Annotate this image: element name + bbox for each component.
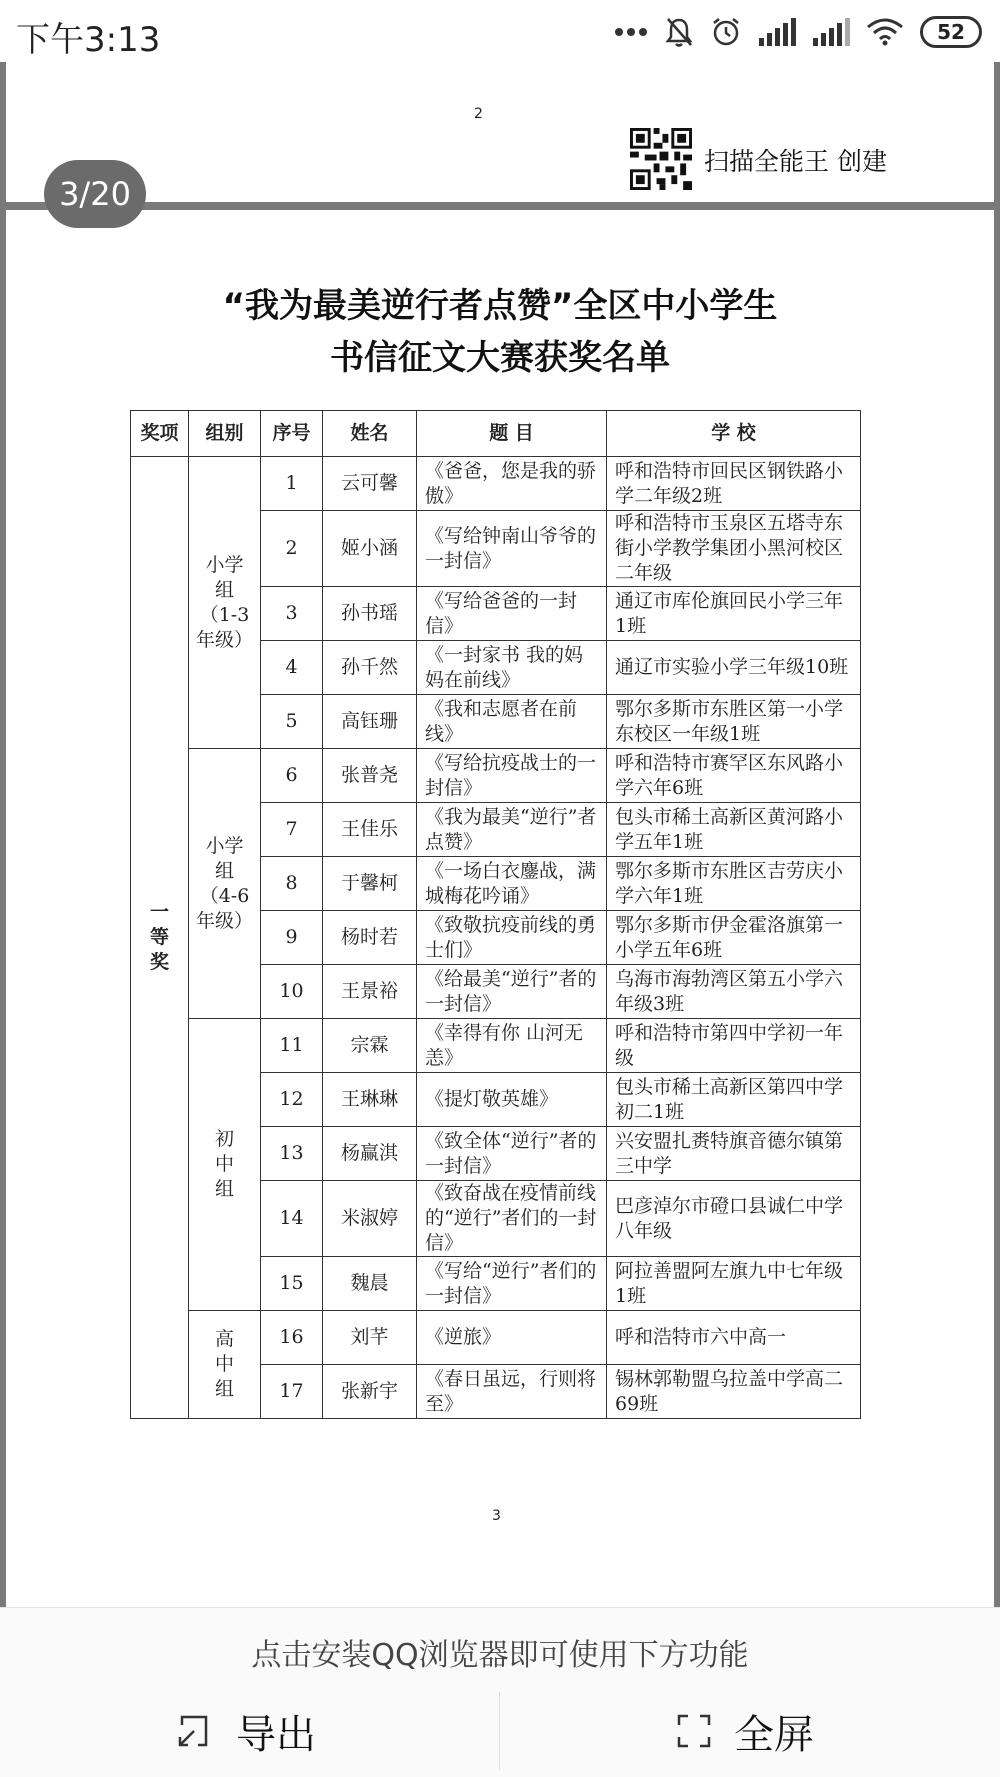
row-title: 《春日虽远，行则将至》 (417, 1365, 607, 1419)
row-school: 包头市稀土高新区第四中学初二1班 (607, 1073, 861, 1127)
table-row (131, 1019, 861, 1073)
row-number: 1 (261, 457, 323, 511)
row-title: 《写给钟南山爷爷的一封信》 (417, 511, 607, 587)
row-number: 4 (261, 641, 323, 695)
fullscreen-icon (676, 1713, 712, 1749)
row-name: 于馨柯 (323, 857, 417, 911)
status-bar (0, 0, 1000, 62)
group-cell (189, 749, 261, 1019)
row-name: 宗霖 (323, 1019, 417, 1073)
group-line: （4-6 (199, 884, 250, 907)
row-name: 张新宇 (323, 1365, 417, 1419)
row-name: 王景裕 (323, 965, 417, 1019)
row-name: 孙书瑶 (323, 587, 417, 641)
row-title: 《致敬抗疫前线的勇士们》 (417, 911, 607, 965)
row-title: 《致奋战在疫情前线的“逆行”者们的一封信》 (417, 1181, 607, 1257)
row-school: 兴安盟扎赉特旗音德尔镇第三中学 (607, 1127, 861, 1181)
group-line: 中 (214, 1353, 234, 1375)
row-name: 王琳琳 (323, 1073, 417, 1127)
row-number: 15 (261, 1257, 323, 1311)
row-school: 鄂尔多斯市东胜区吉劳庆小学六年1班 (607, 857, 861, 911)
row-title: 《致全体“逆行”者的一封信》 (417, 1127, 607, 1181)
export-button[interactable] (174, 1692, 316, 1770)
group-line: 组 (214, 578, 234, 601)
wifi-icon (866, 18, 904, 46)
fullscreen-label: 全屏 (734, 1711, 814, 1758)
row-title: 《我为最美“逆行”者点赞》 (417, 803, 607, 857)
header-name: 姓名 (323, 411, 417, 457)
row-school: 乌海市海勃湾区第五小学六年级3班 (607, 965, 861, 1019)
row-school: 鄂尔多斯市伊金霍洛旗第一小学五年6班 (607, 911, 861, 965)
row-number: 16 (261, 1311, 323, 1365)
previous-page-number: 2 (474, 106, 483, 122)
row-school: 锡林郭勒盟乌拉盖中学高二69班 (607, 1365, 861, 1419)
row-name: 张普尧 (323, 749, 417, 803)
group-line: 组 (214, 1378, 234, 1400)
previous-page (6, 62, 994, 202)
row-name: 刘芊 (323, 1311, 417, 1365)
fullscreen-button[interactable] (676, 1692, 814, 1770)
row-name: 杨赢淇 (323, 1127, 417, 1181)
mute-bell-icon (664, 16, 694, 48)
install-hint[interactable]: 点击安装QQ浏览器即可使用下方功能 (251, 1638, 749, 1673)
row-name: 孙千然 (323, 641, 417, 695)
status-icons (614, 12, 982, 52)
row-number: 7 (261, 803, 323, 857)
table-row (131, 749, 861, 803)
group-cell (189, 1019, 261, 1311)
group-line: 年级） (195, 909, 253, 932)
row-number: 13 (261, 1127, 323, 1181)
group-cell (189, 1311, 261, 1419)
row-school: 包头市稀土高新区黄河路小学五年1班 (607, 803, 861, 857)
row-name: 米淑婷 (323, 1181, 417, 1257)
row-school: 呼和浩特市玉泉区五塔寺东街小学教学集团小黑河校区二年级 (607, 511, 861, 587)
row-school: 阿拉善盟阿左旗九中七年级1班 (607, 1257, 861, 1311)
row-number: 6 (261, 749, 323, 803)
row-name: 王佳乐 (323, 803, 417, 857)
scanner-watermark: 扫描全能王 创建 (704, 147, 887, 176)
award-table (130, 410, 861, 1419)
row-name: 杨时若 (323, 911, 417, 965)
group-line: 组 (214, 1178, 234, 1200)
row-school: 通辽市实验小学三年级10班 (607, 641, 861, 695)
row-school: 呼和浩特市赛罕区东风路小学六年6班 (607, 749, 861, 803)
row-title: 《提灯敬英雄》 (417, 1073, 607, 1127)
row-number: 11 (261, 1019, 323, 1073)
header-number: 序号 (261, 411, 323, 457)
toolbar-divider (499, 1692, 500, 1770)
row-number: 8 (261, 857, 323, 911)
export-icon (174, 1711, 214, 1751)
header-prize: 奖项 (131, 411, 189, 457)
group-line: （1-3 (199, 603, 250, 626)
table-row (131, 457, 861, 511)
row-name: 云可馨 (323, 457, 417, 511)
bottom-toolbar (0, 1607, 1000, 1777)
row-title: 《幸得有你 山河无恙》 (417, 1019, 607, 1073)
row-name: 高钰珊 (323, 695, 417, 749)
row-school: 通辽市库伦旗回民小学三年1班 (607, 587, 861, 641)
row-number: 2 (261, 511, 323, 587)
header-group: 组别 (189, 411, 261, 457)
document-title-line2: 书信征文大赛获奖名单 (330, 338, 670, 378)
group-line: 高 (214, 1328, 234, 1350)
row-title: 《爸爸，您是我的骄傲》 (417, 457, 607, 511)
group-line: 中 (214, 1153, 234, 1175)
row-title: 《一场白衣鏖战，满城梅花吟诵》 (417, 857, 607, 911)
battery-level: 52 (937, 20, 965, 44)
group-line: 组 (214, 859, 234, 882)
group-line: 小学 (205, 553, 244, 576)
group-line: 小学 (205, 834, 244, 857)
current-page-number: 3 (492, 1508, 501, 1524)
row-school: 呼和浩特市六中高一 (607, 1311, 861, 1365)
qr-code-icon (630, 128, 692, 190)
group-cell (189, 457, 261, 749)
row-number: 5 (261, 695, 323, 749)
alarm-icon (710, 16, 742, 48)
row-title: 《我和志愿者在前线》 (417, 695, 607, 749)
row-title: 《给最美“逆行”者的一封信》 (417, 965, 607, 1019)
page-indicator: 3/20 (44, 160, 146, 228)
row-name: 魏晨 (323, 1257, 417, 1311)
row-title: 《写给抗疫战士的一封信》 (417, 749, 607, 803)
group-line: 初 (214, 1128, 234, 1150)
row-number: 14 (261, 1181, 323, 1257)
row-title: 《写给爸爸的一封信》 (417, 587, 607, 641)
prize-label: 一等奖 (149, 901, 169, 973)
battery-icon (920, 16, 982, 48)
row-school: 呼和浩特市回民区钢铁路小学二年级2班 (607, 457, 861, 511)
signal-icon (812, 18, 850, 46)
status-time: 下午3:13 (16, 20, 161, 60)
row-number: 17 (261, 1365, 323, 1419)
row-number: 12 (261, 1073, 323, 1127)
export-label: 导出 (236, 1711, 316, 1758)
signal-icon (758, 18, 796, 46)
row-title: 《一封家书 我的妈妈在前线》 (417, 641, 607, 695)
header-title: 题 目 (417, 411, 607, 457)
more-dots-icon (614, 27, 648, 37)
row-title: 《逆旅》 (417, 1311, 607, 1365)
table-header-row (131, 411, 861, 457)
header-school: 学 校 (607, 411, 861, 457)
row-title: 《写给“逆行”者们的一封信》 (417, 1257, 607, 1311)
row-school: 鄂尔多斯市东胜区第一小学东校区一年级1班 (607, 695, 861, 749)
row-number: 3 (261, 587, 323, 641)
row-school: 呼和浩特市第四中学初一年级 (607, 1019, 861, 1073)
prize-cell (131, 457, 189, 1419)
row-number: 10 (261, 965, 323, 1019)
row-number: 9 (261, 911, 323, 965)
row-school: 巴彦淖尔市磴口县诚仁中学八年级 (607, 1181, 861, 1257)
table-row (131, 1311, 861, 1365)
row-name: 姬小涵 (323, 511, 417, 587)
document-title-line1: “我为最美逆行者点赞”全区中小学生 (222, 286, 778, 326)
group-line: 年级） (195, 628, 253, 651)
